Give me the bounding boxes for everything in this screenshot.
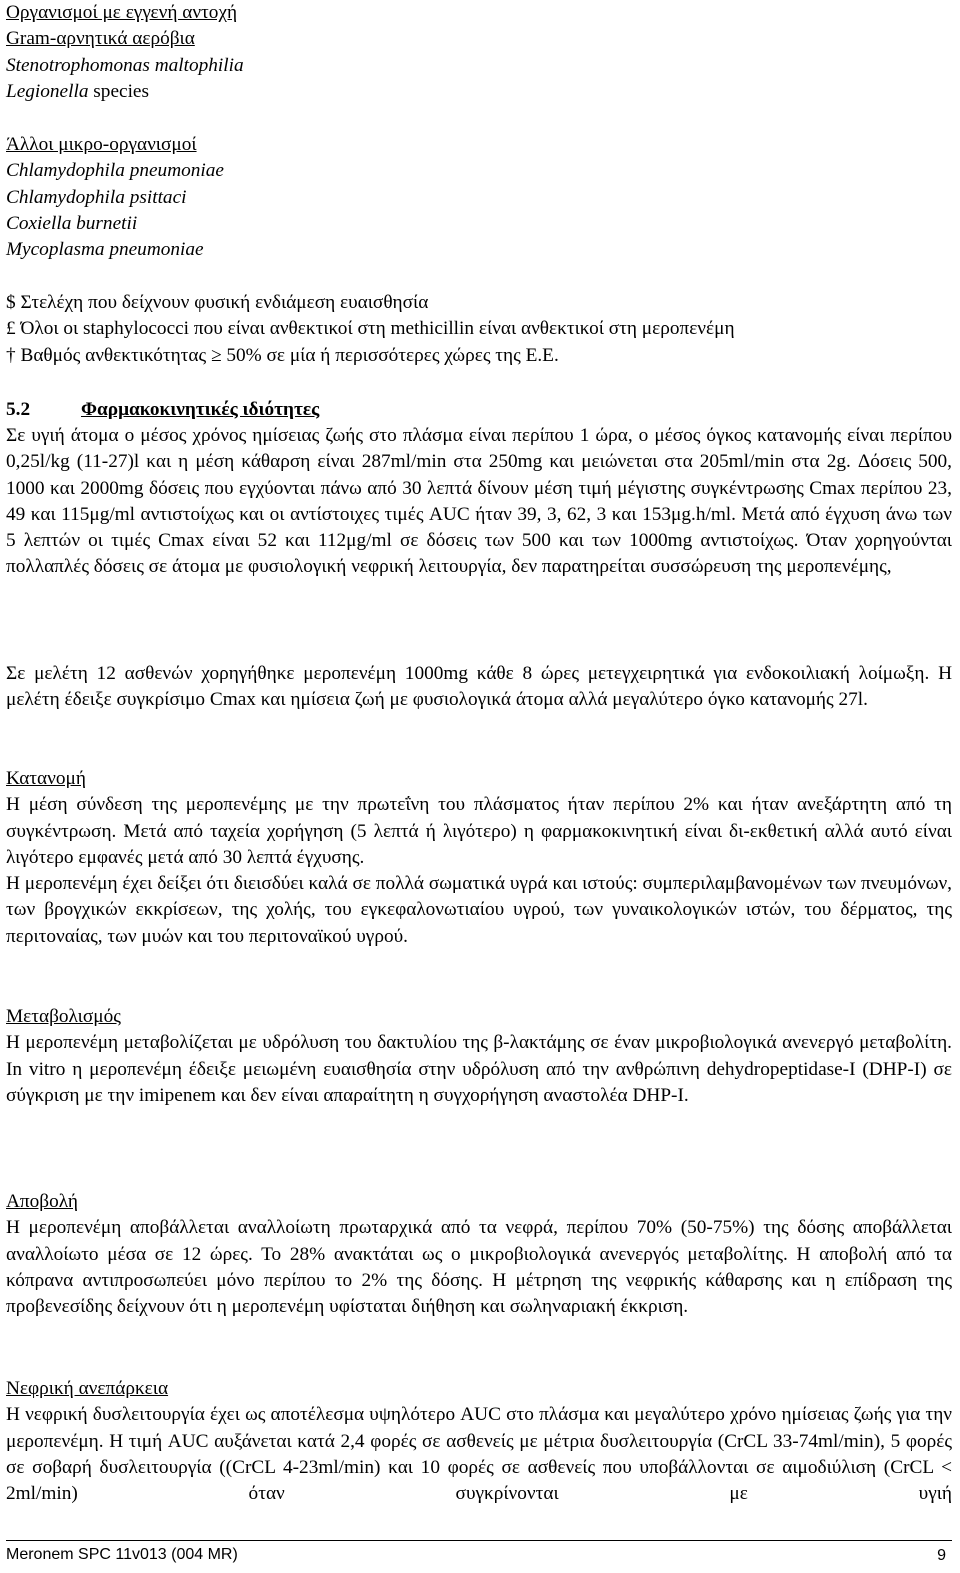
other-organisms-heading: Άλλοι μικρο-οργανισμοί (6, 134, 197, 155)
section-number: 5.2 (6, 399, 31, 420)
renal-block (6, 1376, 952, 1507)
distribution-heading: Κατανομή (6, 768, 86, 789)
organism-item: Mycoplasma pneumoniae (6, 239, 204, 261)
distribution-paragraph-1: Η μέση σύνδεση της μεροπενέμης με την πρωτεΐνη του πλάσματος ήταν περίπου 2% και ήταν ανεξάρτητη από τη συγκέντρωση. Μετά από ταχεία χορήγηση (5 λεπτά ή λιγότερο) η φαρμακοκινητική είναι δι-εκθετική αλλά αυτό είναι λιγότερο εμφανές μετά από 30 λεπτά έγχυσης. (6, 794, 952, 868)
organisms-other-block (6, 132, 952, 263)
footnote-resistance: † Βαθμός ανθεκτικότητας ≥ 50% σε μία ή περισσότερες χώρες της Ε.Ε. (6, 344, 559, 366)
distribution-block (6, 766, 952, 950)
organism-item: Chlamydophila psittaci (6, 186, 187, 208)
metabolism-paragraph: Η μεροπενέμη μεταβολίζεται με υδρόλυση του δακτυλίου της β-λακτάμης σε έναν μικροβιολογικά ανενεργό μεταβολίτη. In vitro η μεροπενέμη έδειξε μειωμένη ευαισθησία στην υδρόλυση από την ανθρώπινη dehydropeptidase-I (DHP-I) σε σύγκριση με την imipenem και δεν είναι απαραίτητη η συγχορήγηση αναστολέα DHP-I. (6, 1032, 952, 1106)
section-title: Φαρμακοκινητικές ιδιότητες (81, 399, 320, 420)
elimination-block (6, 1189, 952, 1320)
gram-negative-subheading: Gram-αρνητικά αερόβια (6, 28, 195, 50)
metabolism-heading: Μεταβολισμός (6, 1006, 121, 1027)
study-block (6, 661, 952, 714)
distribution-paragraph-2: Η μεροπενέμη έχει δείξει ότι διεισδύει καλά σε πολλά σωματικά υγρά και ιστούς: συμπεριλαμβανομένων των πνευμόνων, των βρογχικών εκκρίσεων, της χολής, του εγκεφαλονωτιαίου υγρού, των γυναικολογικών ιστών, του δέρματος, της περιτοναίας, των μυών και του περιτοναϊκού υγρού. (6, 873, 952, 947)
study-paragraph: Σε μελέτη 12 ασθενών χορηγήθηκε μεροπενέμη 1000mg κάθε 8 ώρες μετεγχειρητικά για ενδοκοιλιακή λοίμωξη. Η μελέτη έδειξε συγκρίσιμο Cmax και ημίσεια ζωή με φυσιολογικά άτομα αλλά μεγαλύτερο όγκο κατανομής 27l. (6, 663, 952, 711)
page-footer (6, 1540, 952, 1565)
renal-paragraph: Η νεφρική δυσλειτουργία έχει ως αποτέλεσμα υψηλότερο AUC στο πλάσμα και μεγαλύτερο χρόνο ημίσειας ζωής για την μεροπενέμη. Η τιμή AUC αυξάνεται κατά 2,4 φορές σε ασθενείς με μέτρια δυσλειτουργία (CrCL 33-74ml/min), 5 φορές σε σοβαρή δυσλειτουργία ((CrCL 4-23ml/min) και 10 φορές σε ασθενείς που υποβάλλονται σε αιμοδιύλιση (CrCL < 2ml/min) όταν συγκρίνονται με υγιή (6, 1404, 952, 1505)
footer-page-number: 9 (937, 1547, 946, 1564)
section-intro (6, 423, 952, 581)
section-heading (6, 397, 319, 423)
renal-heading: Νεφρική ανεπάρκεια (6, 1378, 169, 1399)
organisms-heading: Οργανισμοί με εγγενή αντοχή (6, 2, 238, 23)
elimination-heading: Αποβολή (6, 1191, 79, 1212)
organisms-fastidious-block (6, 0, 952, 105)
pk-intro-paragraph: Σε υγιή άτομα ο μέσος χρόνος ημίσειας ζωής στο πλάσμα είναι περίπου 1 ώρα, ο μέσος όγκος κατανομής είναι περίπου 0,25l/kg (11-27)l και η μέση κάθαρση είναι 287ml/min στα 250mg και μειώνεται στα 205ml/min στα 2g. Δόσεις 500, 1000 και 2000mg δόσεις που εγχύονται πάνω από 30 λεπτά δίνουν μέση τιμή μέγιστης συγκέντρωσης Cmax περίπου 23, 49 και 115μg/ml αντιστοίχως και οι αντίστοιχες τιμές AUC ήταν 39, 3, 62, 3 και 153μg.h/ml. Μετά από έγχυση άνω των 5 λεπτών οι τιμές Cmax είναι 52 και 112μg/ml σε δόσεις των 500 και των 1000mg αντιστοίχως. Όταν χορηγούνται πολλαπλές δόσεις σε άτομα με φυσιολογική νεφρική λειτουργία, δεν παρατηρείται συσσώρευση της μεροπενέμης, (6, 425, 952, 578)
elimination-paragraph: Η μεροπενέμη αποβάλλεται αναλλοίωτη πρωταρχικά από τα νεφρά, περίπου 70% (50-75%) της δόσης αποβάλλεται αναλλοίωτο μέσα σε 12 ώρες. Το 28% ανακτάται ως ο μικροβιολογικά ανενεργός μεταβολίτης. Η αποβολή από τα κόπρανα αντιπροσωπεύει μόνο περίπου το 2% της δόσης. Η μέτρηση της νεφρικής κάθαρσης και η επίδραση της προβενεσίδης δείχνουν ότι η μεροπενέμη υφίσταται διήθηση και σωληναριακή έκκριση. (6, 1217, 952, 1318)
organism-suffix: species (88, 80, 149, 102)
organism-item (6, 79, 952, 105)
organism-item: Coxiella burnetii (6, 212, 138, 234)
footnote-mrsa: £ Όλοι οι staphylococci που είναι ανθεκτικοί στη methicillin είναι ανθεκτικοί στη μεροπενέμη (6, 318, 735, 340)
footnotes-block (6, 290, 952, 369)
organism-name: Legionella (6, 80, 89, 102)
organism-item: Chlamydophila pneumoniae (6, 160, 224, 182)
metabolism-block (6, 1004, 952, 1109)
footer-doc-id: Meronem SPC 11v013 (004 MR) (6, 1546, 238, 1563)
organism-item: Stenotrophomonas maltophilia (6, 54, 244, 76)
footnote-intermediate: $ Στελέχη που δείχνουν φυσική ενδιάμεση ευαισθησία (6, 292, 429, 313)
